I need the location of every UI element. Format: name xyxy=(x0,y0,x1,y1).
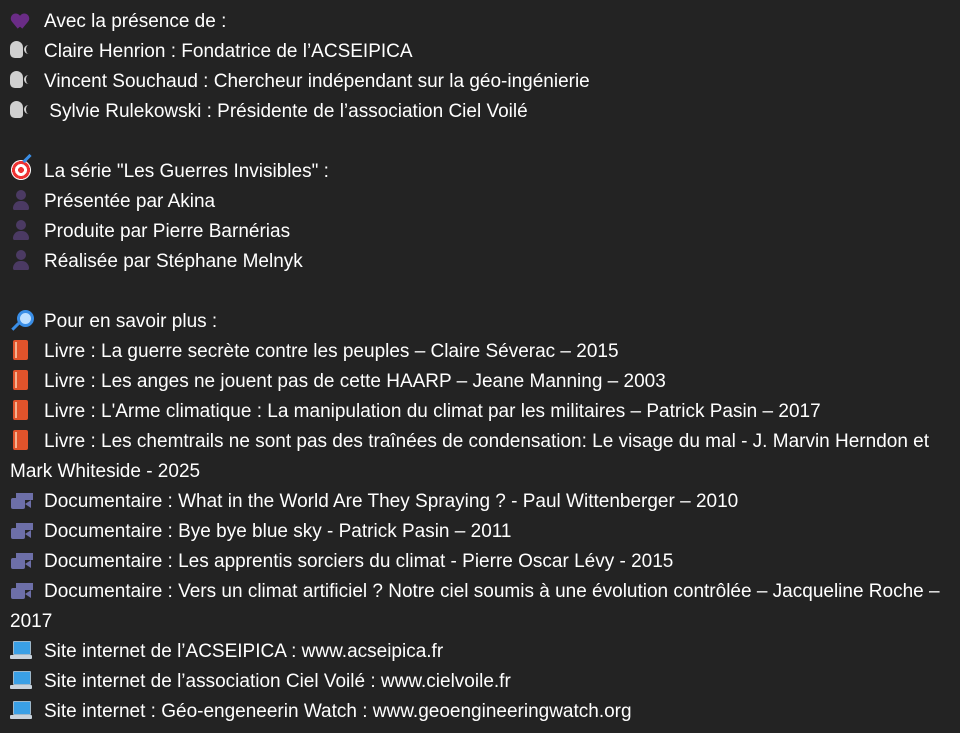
site-line xyxy=(10,637,960,667)
speaking-head-icon xyxy=(10,39,32,61)
site-text: Site internet : Géo-engeneerin Watch : www.geoengineeringwatch.org xyxy=(44,701,632,722)
documentary-text: Documentaire : What in the World Are They Spraying ? - Paul Wittenberger – 2010 xyxy=(44,491,739,512)
book-icon xyxy=(10,399,32,421)
documentary-text: Documentaire : Bye bye blue sky - Patrick Pasin – 2011 xyxy=(44,521,512,542)
spacer xyxy=(10,127,960,157)
credit-line xyxy=(10,187,960,217)
credit-line xyxy=(10,247,960,277)
magnifier-icon xyxy=(10,309,32,331)
speaking-head-icon xyxy=(10,69,32,91)
credit-text: Réalisée par Stéphane Melnyk xyxy=(44,251,303,272)
documentary-text: Documentaire : Les apprentis sorciers du climat - Pierre Oscar Lévy - 2015 xyxy=(44,551,674,572)
credit-line xyxy=(10,217,960,247)
credit-text: Produite par Pierre Barnérias xyxy=(44,221,291,242)
laptop-icon xyxy=(10,699,32,721)
documentary-line xyxy=(10,487,960,517)
site-text: Site internet de l’ACSEIPICA : www.acseipica.fr xyxy=(44,641,444,662)
intro-heading-line xyxy=(10,7,960,37)
documentary-line xyxy=(10,517,960,547)
guest-line xyxy=(10,97,960,127)
book-icon xyxy=(10,429,32,451)
person-silhouette-icon xyxy=(10,249,32,271)
guest-text: Sylvie Rulekowski : Présidente de l’association Ciel Voilé xyxy=(44,101,528,122)
documentary-line xyxy=(10,547,960,577)
guest-line xyxy=(10,67,960,97)
book-text: Livre : Les chemtrails ne sont pas des traînées de condensation: Le visage du mal - J. Marvin Herndon et Mark Whiteside - 2025 xyxy=(10,431,930,482)
movie-camera-icon xyxy=(10,579,32,601)
documentary-line xyxy=(10,577,960,637)
site-line xyxy=(10,697,960,727)
spacer xyxy=(10,277,960,307)
book-text: Livre : L'Arme climatique : La manipulation du climat par les militaires – Patrick Pasin – 2017 xyxy=(44,401,821,422)
guest-text: Vincent Souchaud : Chercheur indépendant sur la géo-ingénierie xyxy=(44,71,590,92)
site-text: Site internet de l’association Ciel Voilé : www.cielvoile.fr xyxy=(44,671,511,692)
movie-camera-icon xyxy=(10,519,32,541)
movie-camera-icon xyxy=(10,489,32,511)
target-icon xyxy=(10,159,32,181)
series-heading-line xyxy=(10,157,960,187)
book-line xyxy=(10,337,960,367)
more-heading-line xyxy=(10,307,960,337)
person-silhouette-icon xyxy=(10,189,32,211)
book-icon xyxy=(10,369,32,391)
more-heading: Pour en savoir plus : xyxy=(44,311,218,332)
laptop-icon xyxy=(10,669,32,691)
documentary-text: Documentaire : Vers un climat artificiel ? Notre ciel soumis à une évolution contrôlée – Jacqueline Roche – 2017 xyxy=(10,581,940,632)
book-line xyxy=(10,397,960,427)
person-silhouette-icon xyxy=(10,219,32,241)
guest-line xyxy=(10,37,960,67)
series-heading: La série "Les Guerres Invisibles" : xyxy=(44,161,329,182)
book-icon xyxy=(10,339,32,361)
site-line xyxy=(10,667,960,697)
book-text: Livre : Les anges ne jouent pas de cette HAARP – Jeane Manning – 2003 xyxy=(44,371,666,392)
credit-text: Présentée par Akina xyxy=(44,191,216,212)
book-text: Livre : La guerre secrète contre les peuples – Claire Séverac – 2015 xyxy=(44,341,619,362)
book-line xyxy=(10,427,960,487)
intro-heading: Avec la présence de : xyxy=(44,11,227,32)
laptop-icon xyxy=(10,639,32,661)
book-line xyxy=(10,367,960,397)
speaking-head-icon xyxy=(10,99,32,121)
guest-text: Claire Henrion : Fondatrice de l’ACSEIPICA xyxy=(44,41,413,62)
movie-camera-icon xyxy=(10,549,32,571)
purple-heart-icon xyxy=(10,9,32,31)
